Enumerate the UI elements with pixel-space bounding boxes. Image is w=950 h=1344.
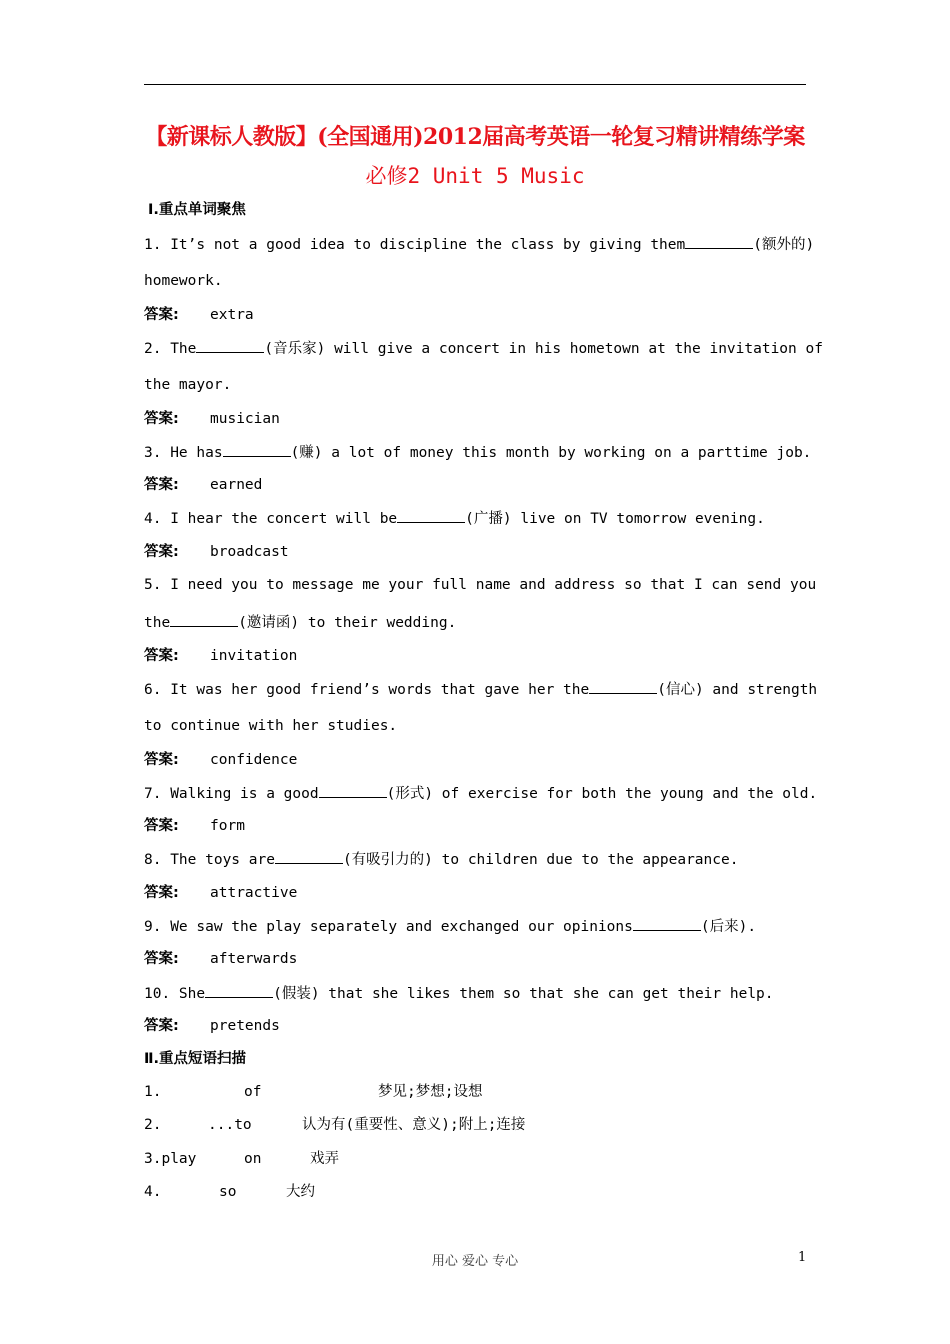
- answer-blank: [275, 849, 343, 864]
- answer-text: attractive: [210, 885, 298, 901]
- question-6: [144, 679, 818, 700]
- question-text: 1. It’s not a good idea to discipline the class by giving them: [144, 237, 686, 253]
- question-2: [144, 338, 823, 359]
- answer-blank: [205, 983, 273, 998]
- answer-text: earned: [210, 477, 263, 493]
- question-1: [144, 234, 815, 255]
- question-text: the: [144, 615, 171, 631]
- answer-text: musician: [210, 411, 280, 427]
- phrase-number: 4.: [144, 1184, 162, 1200]
- answer-blank: [685, 234, 753, 249]
- answer-2: [144, 409, 806, 429]
- header-rule: [144, 84, 806, 85]
- question-2-cont: the mayor.: [144, 377, 232, 393]
- question-text: 3. He has: [144, 445, 223, 461]
- question-8: [144, 849, 806, 870]
- question-text: 10. She: [144, 986, 206, 1002]
- answer-text: pretends: [210, 1018, 280, 1034]
- question-6-cont: to continue with her studies.: [144, 718, 398, 734]
- phrase-english: on: [244, 1151, 262, 1167]
- answer-blank: [319, 783, 387, 798]
- answer-6: [144, 750, 806, 770]
- document-subtitle: 必修2 Unit 5 Music: [365, 164, 585, 188]
- answer-text: broadcast: [210, 544, 289, 560]
- answer-4: [144, 542, 806, 562]
- answer-7: [144, 816, 806, 836]
- question-10: [144, 983, 806, 1004]
- question-3: [144, 442, 812, 463]
- phrase-english: of: [244, 1084, 262, 1100]
- question-text: 4. I hear the concert will be: [144, 511, 398, 527]
- answer-label: 答案:: [144, 411, 179, 427]
- question-text: 2. The: [144, 341, 197, 357]
- answer-text: afterwards: [210, 951, 298, 967]
- question-text: 7. Walking is a good: [144, 786, 319, 802]
- phrase-english: ...to: [208, 1117, 252, 1133]
- answer-1: [144, 305, 806, 325]
- question-text: (后来).: [700, 919, 757, 935]
- answer-label: 答案:: [144, 648, 179, 664]
- phrase-english: so: [219, 1184, 237, 1200]
- phrase-meaning: 大约: [286, 1184, 315, 1200]
- question-text: (信心) and strength: [657, 682, 818, 698]
- section-heading-words: Ⅰ.重点单词聚焦: [148, 202, 246, 218]
- answer-label: 答案:: [144, 885, 179, 901]
- question-text: (赚) a lot of money this month by working on a parttime job.: [290, 445, 812, 461]
- document-title: 【新课标人教版】(全国通用)2012届高考英语一轮复习精讲精练学案: [145, 124, 805, 150]
- question-text: 6. It was her good friend’s words that gave her the: [144, 682, 590, 698]
- question-text: (形式) of exercise for both the young and the old.: [386, 786, 818, 802]
- question-9: [144, 916, 806, 937]
- answer-blank: [633, 916, 701, 931]
- phrase-meaning: 戏弄: [310, 1151, 339, 1167]
- answer-label: 答案:: [144, 544, 179, 560]
- question-text: (有吸引力的) to children due to the appearance.: [342, 852, 739, 868]
- question-7: [144, 783, 818, 804]
- question-5-cont: [144, 612, 806, 633]
- answer-blank: [397, 508, 465, 523]
- page-number: 1: [798, 1250, 807, 1265]
- question-text: (广播) live on TV tomorrow evening.: [465, 511, 765, 527]
- question-text: (邀请函) to their wedding.: [238, 615, 457, 631]
- answer-text: extra: [210, 307, 254, 323]
- question-text: 8. The toys are: [144, 852, 275, 868]
- question-text: (假装) that she likes them so that she can get their help.: [273, 986, 774, 1002]
- phrase-meaning: 认为有(重要性、意义);附上;连接: [302, 1117, 526, 1133]
- phrase-meaning: 梦见;梦想;设想: [378, 1084, 483, 1100]
- answer-8: [144, 883, 806, 903]
- answer-label: 答案:: [144, 477, 179, 493]
- answer-label: 答案:: [144, 951, 179, 967]
- answer-blank: [589, 679, 657, 694]
- answer-text: form: [210, 818, 245, 834]
- answer-3: [144, 475, 806, 495]
- page-footer: 用心 爱心 专心: [431, 1254, 519, 1269]
- answer-blank: [223, 442, 291, 457]
- question-text: (音乐家) will give a concert in his hometown at the invitation of: [264, 341, 823, 357]
- question-hint: (额外的): [753, 237, 815, 253]
- answer-text: confidence: [210, 752, 298, 768]
- section-heading-phrases: Ⅱ.重点短语扫描: [144, 1051, 247, 1067]
- phrase-number: 1.: [144, 1084, 162, 1100]
- answer-text: invitation: [210, 648, 298, 664]
- answer-label: 答案:: [144, 818, 179, 834]
- question-1-cont: homework.: [144, 273, 223, 289]
- answer-label: 答案:: [144, 1018, 179, 1034]
- answer-label: 答案:: [144, 752, 179, 768]
- answer-5: [144, 646, 806, 666]
- question-text: 9. We saw the play separately and exchanged our opinions: [144, 919, 633, 935]
- answer-blank: [170, 612, 238, 627]
- answer-10: [144, 1016, 806, 1036]
- phrase-number: 2.: [144, 1117, 162, 1133]
- answer-9: [144, 949, 806, 969]
- answer-label: 答案:: [144, 307, 179, 323]
- question-5: 5. I need you to message me your full name and address so that I can send you: [144, 577, 817, 593]
- phrase-number: 3.play: [144, 1151, 197, 1167]
- question-4: [144, 508, 806, 529]
- answer-blank: [196, 338, 264, 353]
